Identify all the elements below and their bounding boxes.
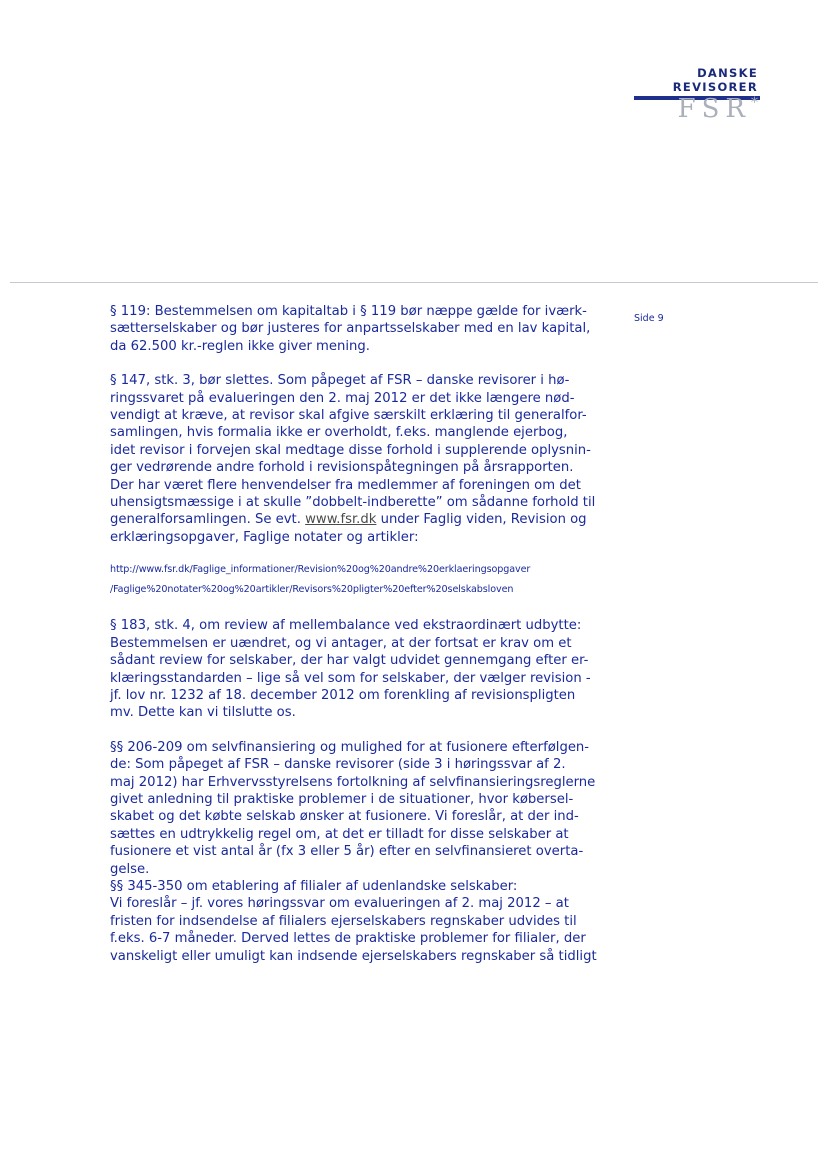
- logo-star: *: [751, 95, 758, 111]
- paragraph-119: § 119: Bestemmelsen om kapitaltab i § 119 bør næppe gælde for iværk- sætterselskaber og bør justeres for anpartsselskaber med en lav kapital, da 62.500 kr.-reglen ikke giver mening.: [110, 304, 591, 354]
- fsr-website-link[interactable]: www.fsr.dk: [305, 512, 377, 528]
- logo-line-danske: DANSKE: [697, 66, 758, 80]
- paragraph-206-209: §§ 206-209 om selvfinansiering og mulighed for at fusionere efterfølgen- de: Som påpeget af FSR – danske revisorer (side 3 i høringssvar af 2. maj 2012) har Erhvervsstyrelsens fortolkning af selvfinansieringsreglerne givet anledning til praktiske problemer i de situationer, hvor købersel- skabet og det købte selskab ønsker at fusionere. Vi foreslår, at der ind- sættes en udtrykkelig regel om, at det er tilladt for disse selskaber at fusionere et vist antal år (fx 3 eller 5 år) efter en selvfinansieret overta- gelse.: [110, 739, 596, 877]
- paragraph-147-text: § 147, stk. 3, bør slettes. Som påpeget af FSR – danske revisorer i hø- ringssvaret på evalueringen den 2. maj 2012 er det ikke længere nød- vendigt at kræve, at revisor skal afgive særskilt erklæring til generalfor- samlingen, hvis formalia ikke er overholdt, f.eks. manglende ejerbog, idet revisor i forvejen skal medtage disse forhold i supplerende oplysnin- ger vedrørende andre forhold i revisionspåtegningen på årsrapporten. Der har været flere henvendelser fra medlemmer af foreningen om det uhensigtsmæssige i at skulle ”dobbelt-indberette” om sådanne forhold til generalforsamlingen. Se evt.: [110, 373, 596, 528]
- logo-line-revisorer: REVISORER: [672, 80, 758, 94]
- paragraph-147-text-end: under Faglig viden, Revision og erklæringsopgaver, Faglige notater og artikler:: [110, 512, 587, 545]
- paragraph-183: § 183, stk. 4, om review af mellembalance ved ekstraordinært udbytte: Bestemmelsen er uændret, og vi antager, at der fortsat er krav om et sådant review for selskaber, der har valgt udvidet gennemgang efter er- klæringsstandarden – lige så vel som for selskaber, der vælger revision - jf. lov nr. 1232 af 18. december 2012 om forenkling af revisionspligten mv. Dette kan vi tilslutte os.: [110, 618, 591, 721]
- logo-mark-fsr: FSR*: [677, 94, 758, 124]
- paragraph-345-350: §§ 345-350 om etablering af filialer af udenlandske selskaber: Vi foreslår – jf. vores høringssvar om evalueringen af 2. maj 2012 – at fristen for indsendelse af filialers ejerselskabers regnskaber udvides til f.eks. 6-7 måneder. Derved lettes de praktiske problemer for filialer, der vanskeligt eller umuligt kan indsende ejerselskabers regnskaber så tidligt: [110, 878, 597, 964]
- header-divider: [10, 282, 818, 283]
- reference-url[interactable]: http://www.fsr.dk/Faglige_informationer/Revision%20og%20andre%20erklaeringsopgaver /Faglige%20notater%20og%20artikler/Revisors%20pligter%20efter%20selskabsloven: [110, 564, 531, 596]
- paragraph-147: [110, 372, 600, 546]
- fsr-logo: [620, 64, 760, 124]
- page-number: Side 9: [634, 313, 664, 324]
- letter-body: [110, 303, 600, 965]
